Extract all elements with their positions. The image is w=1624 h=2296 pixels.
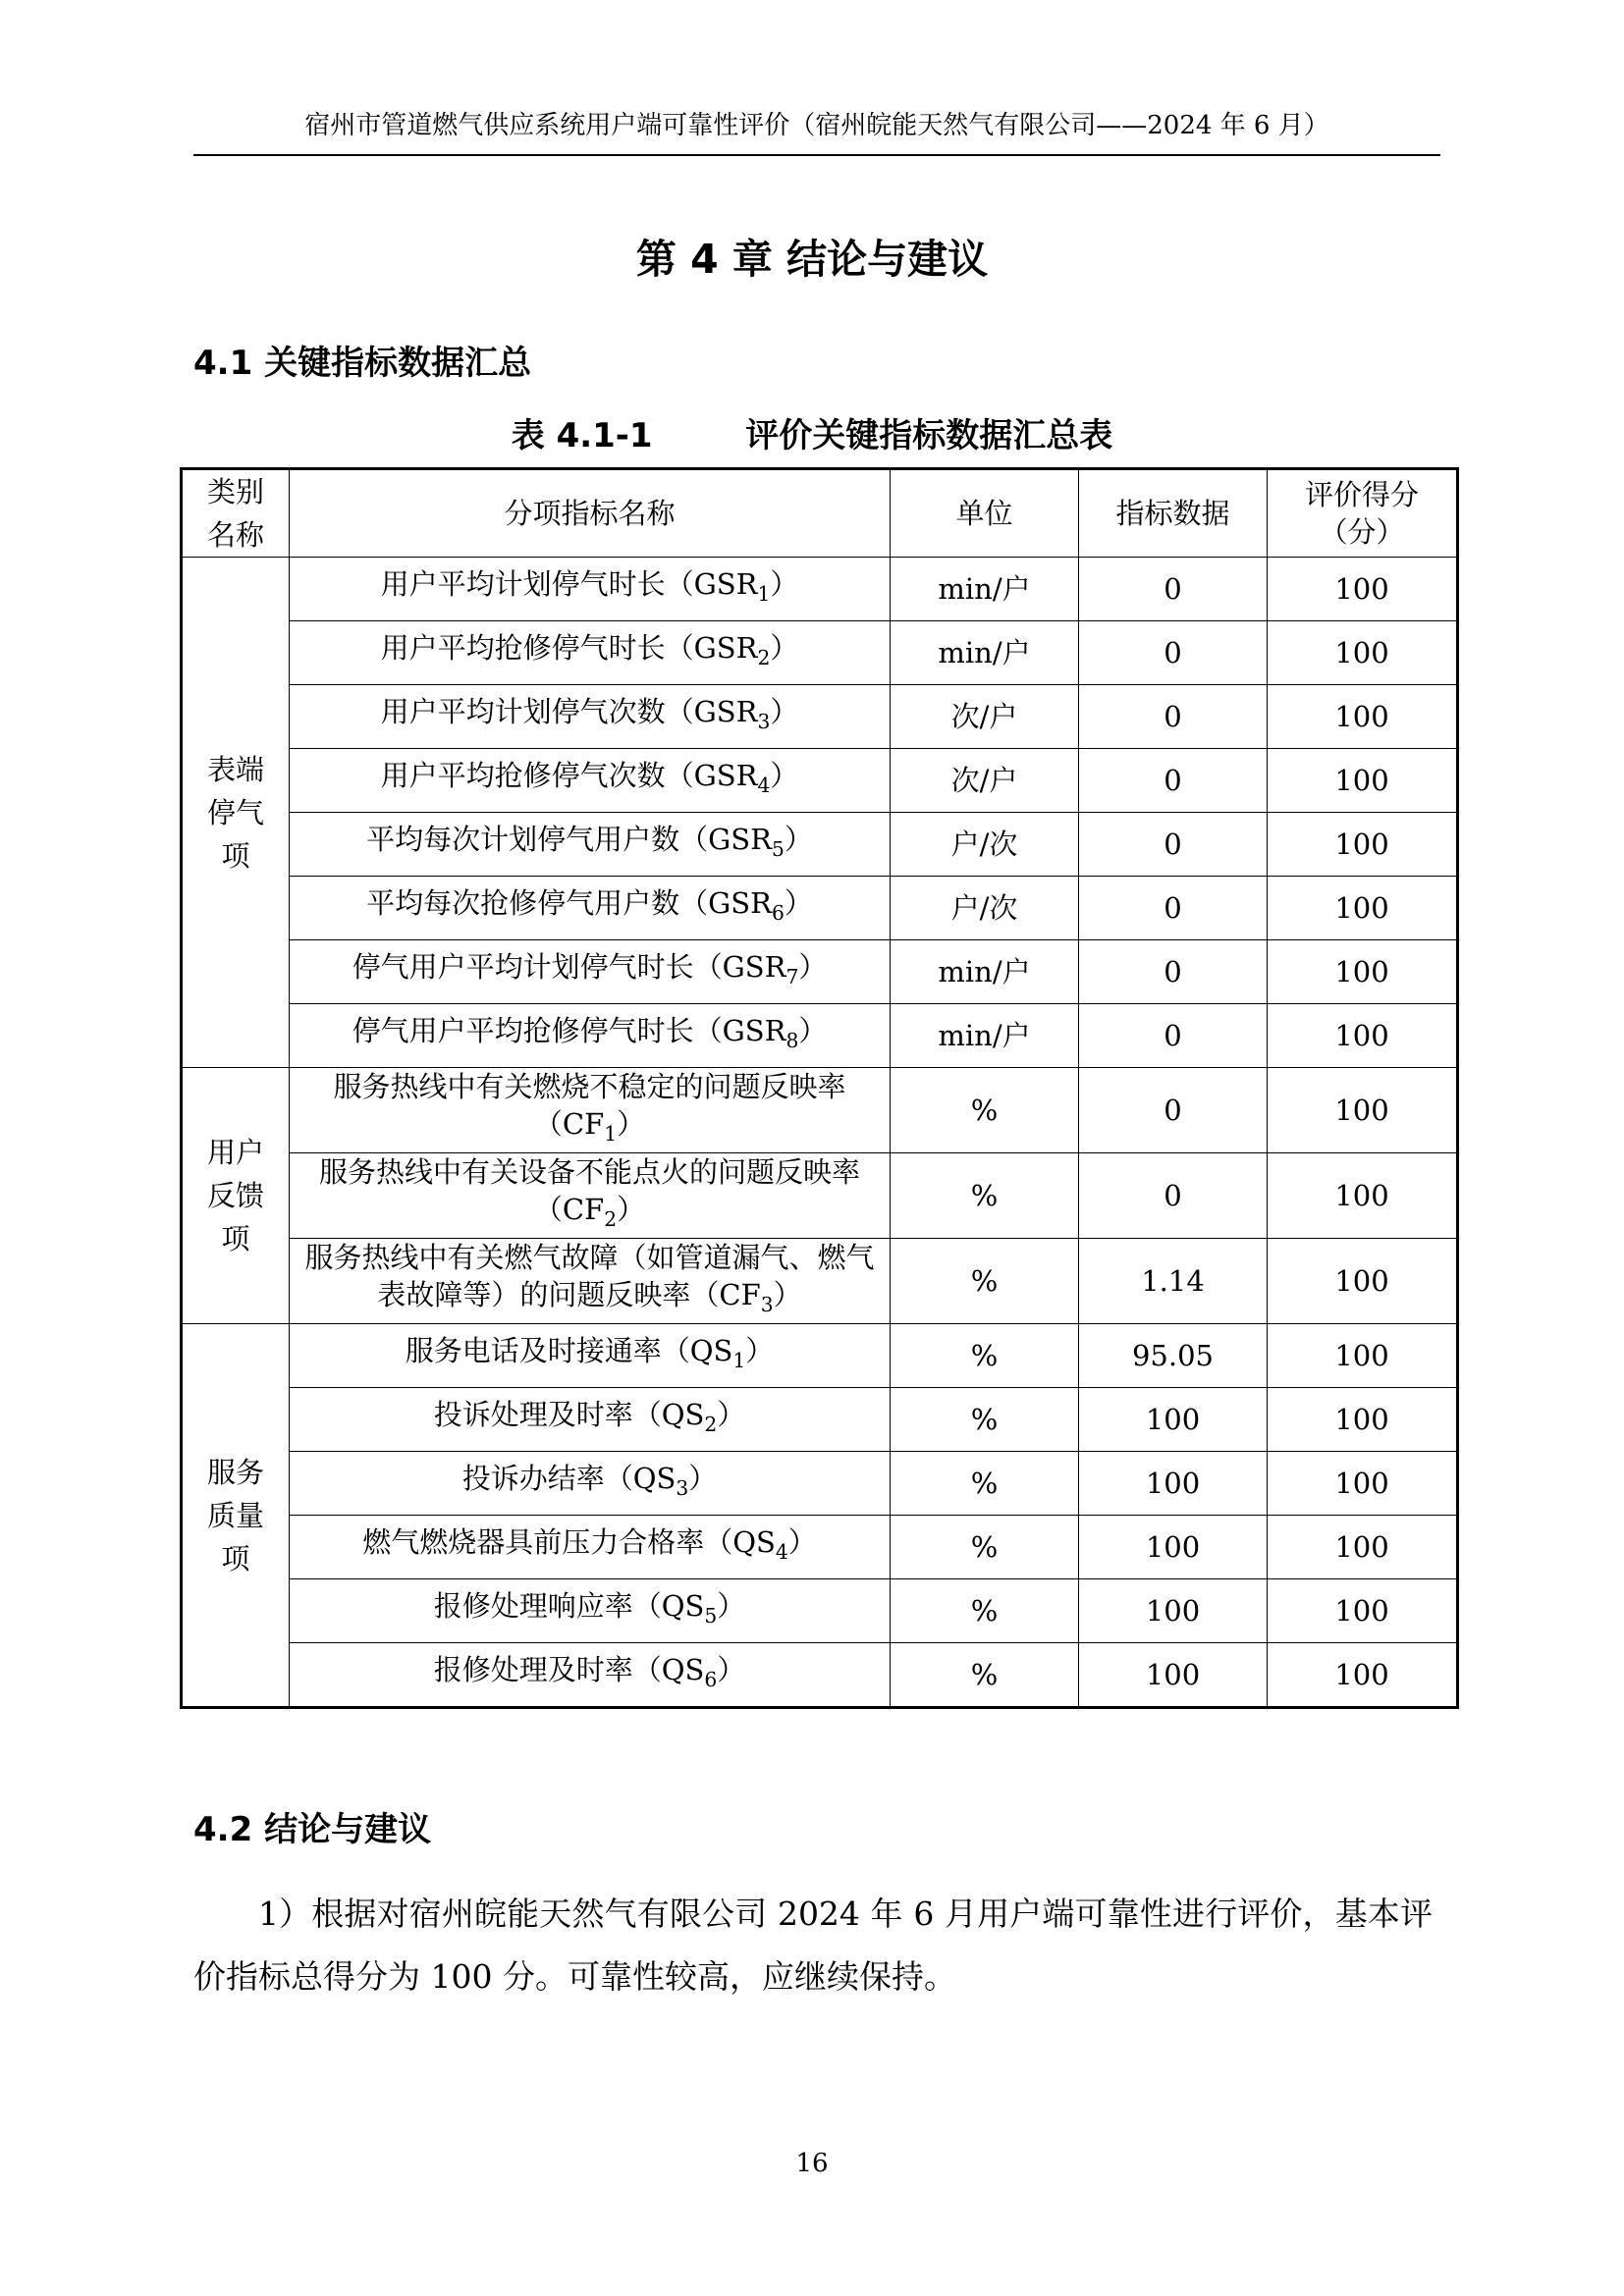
- indicator-name-cell: [290, 1239, 891, 1324]
- unit-cell: %: [891, 1516, 1079, 1579]
- unit-cell: %: [891, 1643, 1079, 1708]
- unit-cell: min/户: [891, 621, 1079, 685]
- score-cell: 100: [1268, 558, 1458, 621]
- score-cell: 100: [1268, 749, 1458, 813]
- header-data: 指标数据: [1079, 469, 1268, 558]
- indicator-name-cell: [290, 877, 891, 940]
- score-cell: 100: [1268, 1643, 1458, 1708]
- indicator-name-cell: [290, 1153, 891, 1239]
- conclusion-paragraph: 1）根据对宿州皖能天然气有限公司 2024 年 6 月用户端可靠性进行评价，基本评价指标总得分为 100 分。可靠性较高，应继续保持。: [193, 1895, 1433, 1996]
- table-row: [182, 1068, 1458, 1153]
- indicator-name-cell: [290, 1004, 891, 1068]
- indicator-subscript: 2: [704, 1412, 718, 1436]
- data-value-cell: 100: [1079, 1643, 1268, 1708]
- table-row: [182, 685, 1458, 749]
- score-cell: 100: [1268, 813, 1458, 877]
- unit-cell: 户/次: [891, 813, 1079, 877]
- indicator-name: 投诉办结率（QS: [461, 1462, 677, 1496]
- indicator-close-paren: ）: [770, 695, 799, 729]
- indicator-close-paren: ）: [798, 950, 828, 985]
- table-row: [182, 558, 1458, 621]
- table-row: [182, 1004, 1458, 1068]
- indicator-subscript: 6: [771, 900, 785, 925]
- indicator-subscript: 1: [732, 1348, 746, 1372]
- indicator-subscript: 3: [757, 709, 771, 733]
- table-row: [182, 1643, 1458, 1708]
- table-row: [182, 1153, 1458, 1239]
- header-unit: 单位: [891, 469, 1079, 558]
- score-cell: 100: [1268, 685, 1458, 749]
- indicator-close-paren: ）: [717, 1589, 746, 1624]
- unit-cell: %: [891, 1324, 1079, 1388]
- data-value-cell: 95.05: [1079, 1324, 1268, 1388]
- indicator-close-paren: ）: [784, 886, 813, 921]
- score-cell: 100: [1268, 1004, 1458, 1068]
- key-indicator-summary-table: [180, 467, 1459, 1709]
- page-number: 16: [795, 2149, 829, 2178]
- data-value-cell: 0: [1079, 940, 1268, 1004]
- score-cell: 100: [1268, 621, 1458, 685]
- indicator-name-cell: [290, 621, 891, 685]
- category-cell: 表端停气项: [182, 558, 290, 1068]
- indicator-close-paren: ）: [617, 1107, 646, 1142]
- indicator-name-cell: [290, 1324, 891, 1388]
- data-value-cell: 100: [1079, 1579, 1268, 1643]
- indicator-subscript: 5: [771, 836, 785, 861]
- data-value-cell: 1.14: [1079, 1239, 1268, 1324]
- chapter-title: 第 4 章 结论与建议: [635, 236, 989, 283]
- header-category: [182, 469, 290, 558]
- header-divider: [193, 154, 1440, 156]
- indicator-close-paren: ）: [745, 1334, 775, 1368]
- header-score: [1268, 469, 1458, 558]
- indicator-name-cell: [290, 558, 891, 621]
- indicator-close-paren: ）: [770, 631, 799, 666]
- indicator-name-cell: [290, 1068, 891, 1153]
- unit-cell: %: [891, 1579, 1079, 1643]
- indicator-name: 投诉处理及时率（QS: [433, 1398, 705, 1432]
- header-indicator: 分项指标名称: [290, 469, 891, 558]
- data-value-cell: 0: [1079, 877, 1268, 940]
- section-4-1-heading: 4.1 关键指标数据汇总: [193, 344, 532, 383]
- indicator-subscript: 4: [757, 773, 771, 797]
- indicator-name: 用户平均计划停气次数（GSR: [380, 695, 758, 729]
- score-cell: 100: [1268, 1239, 1458, 1324]
- header-category-line1: 类别: [206, 475, 264, 508]
- table-row: [182, 749, 1458, 813]
- indicator-name-cell: [290, 813, 891, 877]
- table-row: [182, 621, 1458, 685]
- indicator-name-cell: [290, 1579, 891, 1643]
- indicator-name: 服务热线中有关设备不能点火的问题反映率（CF: [318, 1155, 860, 1227]
- indicator-subscript: 1: [757, 581, 771, 606]
- category-cell: 服务质量项: [182, 1324, 290, 1708]
- indicator-name-cell: [290, 940, 891, 1004]
- indicator-name: 停气用户平均抢修停气时长（GSR: [352, 1014, 786, 1048]
- score-cell: 100: [1268, 1579, 1458, 1643]
- indicator-name: 服务热线中有关燃气故障（如管道漏气、燃气表故障等）的问题反映率（CF: [304, 1241, 875, 1312]
- running-header: 宿州市管道燃气供应系统用户端可靠性评价（宿州皖能天然气有限公司——2024 年 6 月）: [304, 111, 1329, 140]
- header-score-line2: （分）: [1319, 515, 1405, 549]
- indicator-subscript: 7: [785, 964, 799, 988]
- indicator-name: 用户平均抢修停气次数（GSR: [380, 759, 758, 793]
- indicator-name: 用户平均计划停气时长（GSR: [380, 567, 758, 602]
- unit-cell: min/户: [891, 558, 1079, 621]
- indicator-close-paren: ）: [770, 567, 799, 602]
- indicator-name: 服务电话及时接通率（QS: [405, 1334, 733, 1368]
- table-row: [182, 877, 1458, 940]
- table-caption: 表 4.1-1 评价关键指标数据汇总表: [511, 416, 1113, 455]
- header-score-line1: 评价得分: [1304, 478, 1419, 511]
- indicator-close-paren: ）: [773, 1278, 802, 1312]
- score-cell: 100: [1268, 1516, 1458, 1579]
- indicator-close-paren: ）: [717, 1653, 746, 1687]
- indicator-name: 平均每次计划停气用户数（GSR: [366, 823, 772, 857]
- table-row: [182, 813, 1458, 877]
- table-row: [182, 1239, 1458, 1324]
- indicator-name: 用户平均抢修停气时长（GSR: [380, 631, 758, 666]
- score-cell: 100: [1268, 1068, 1458, 1153]
- data-value-cell: 0: [1079, 749, 1268, 813]
- unit-cell: 户/次: [891, 877, 1079, 940]
- unit-cell: %: [891, 1388, 1079, 1452]
- indicator-subscript: 2: [604, 1206, 618, 1231]
- table-row: [182, 1516, 1458, 1579]
- data-value-cell: 0: [1079, 621, 1268, 685]
- indicator-name: 报修处理及时率（QS: [433, 1653, 705, 1687]
- unit-cell: min/户: [891, 1004, 1079, 1068]
- unit-cell: min/户: [891, 940, 1079, 1004]
- indicator-name: 服务热线中有关燃烧不稳定的问题反映率（CF: [333, 1070, 846, 1142]
- indicator-close-paren: ）: [787, 1525, 817, 1560]
- data-value-cell: 0: [1079, 1068, 1268, 1153]
- indicator-subscript: 1: [604, 1121, 618, 1146]
- data-value-cell: 100: [1079, 1452, 1268, 1516]
- table-row: [182, 1579, 1458, 1643]
- indicator-subscript: 3: [676, 1475, 689, 1500]
- data-value-cell: 0: [1079, 685, 1268, 749]
- indicator-subscript: 5: [704, 1603, 718, 1628]
- indicator-subscript: 4: [775, 1539, 788, 1564]
- indicator-name: 报修处理响应率（QS: [433, 1589, 705, 1624]
- data-value-cell: 0: [1079, 1153, 1268, 1239]
- unit-cell: %: [891, 1068, 1079, 1153]
- table-header-row: [182, 469, 1458, 558]
- indicator-name: 停气用户平均计划停气时长（GSR: [352, 950, 786, 985]
- score-cell: 100: [1268, 1452, 1458, 1516]
- data-value-cell: 100: [1079, 1516, 1268, 1579]
- score-cell: 100: [1268, 877, 1458, 940]
- indicator-name-cell: [290, 685, 891, 749]
- indicator-name-cell: [290, 749, 891, 813]
- data-value-cell: 100: [1079, 1388, 1268, 1452]
- score-cell: 100: [1268, 1153, 1458, 1239]
- score-cell: 100: [1268, 1388, 1458, 1452]
- data-value-cell: 0: [1079, 1004, 1268, 1068]
- table-row: [182, 1452, 1458, 1516]
- indicator-name: 平均每次抢修停气用户数（GSR: [366, 886, 772, 921]
- indicator-name-cell: [290, 1452, 891, 1516]
- unit-cell: 次/户: [891, 685, 1079, 749]
- indicator-name: 燃气燃烧器具前压力合格率（QS: [362, 1525, 776, 1560]
- indicator-close-paren: ）: [617, 1193, 646, 1227]
- table-row: [182, 1388, 1458, 1452]
- indicator-close-paren: ）: [784, 823, 813, 857]
- unit-cell: %: [891, 1239, 1079, 1324]
- indicator-subscript: 6: [704, 1667, 718, 1691]
- data-value-cell: 0: [1079, 558, 1268, 621]
- indicator-subscript: 8: [785, 1028, 799, 1052]
- indicator-close-paren: ）: [688, 1462, 718, 1496]
- indicator-name-cell: [290, 1643, 891, 1708]
- table-body: [182, 558, 1458, 1708]
- indicator-subscript: 2: [757, 645, 771, 669]
- indicator-name-cell: [290, 1388, 891, 1452]
- section-4-2-heading: 4.2 结论与建议: [193, 1810, 432, 1849]
- score-cell: 100: [1268, 1324, 1458, 1388]
- data-value-cell: 0: [1079, 813, 1268, 877]
- table-row: [182, 940, 1458, 1004]
- table-row: [182, 1324, 1458, 1388]
- header-category-line2: 名称: [206, 518, 264, 552]
- indicator-subscript: 3: [760, 1292, 774, 1316]
- category-cell: 用户反馈项: [182, 1068, 290, 1324]
- indicator-name-cell: [290, 1516, 891, 1579]
- indicator-close-paren: ）: [717, 1398, 746, 1432]
- unit-cell: %: [891, 1153, 1079, 1239]
- unit-cell: 次/户: [891, 749, 1079, 813]
- unit-cell: %: [891, 1452, 1079, 1516]
- indicator-close-paren: ）: [798, 1014, 828, 1048]
- score-cell: 100: [1268, 940, 1458, 1004]
- indicator-close-paren: ）: [770, 759, 799, 793]
